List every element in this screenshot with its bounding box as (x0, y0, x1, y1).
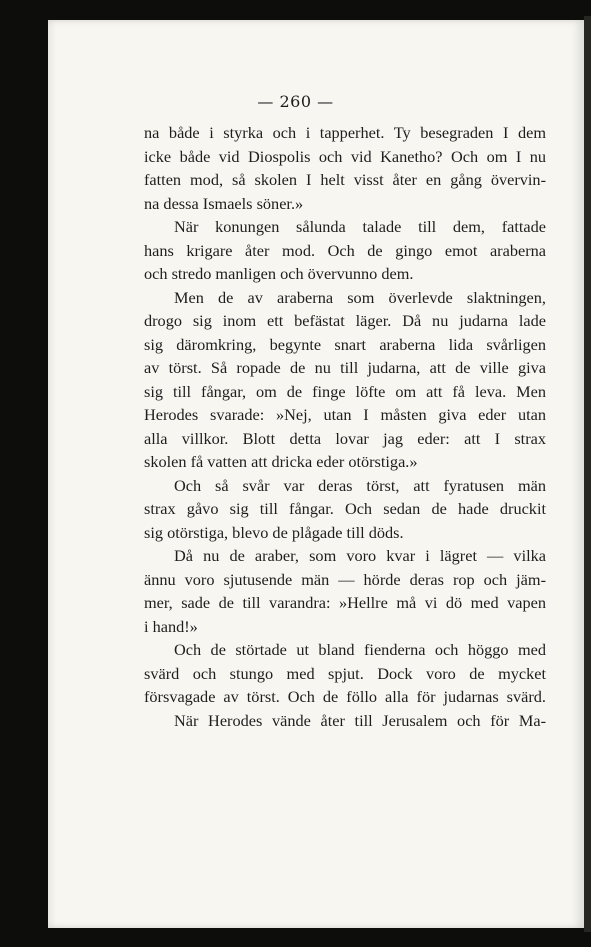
text-line: Och så svår var deras törst, att fyratusen män (174, 475, 546, 495)
text-line: försvagade av törst. Och de föllo alla för judarnas svärd. (144, 687, 546, 706)
text-line: icke både vid Diospolis och vid Kanetho? Och om I nu (144, 146, 546, 166)
text-line: strax gåvo sig till fångar. Och sedan de hade druckit (144, 499, 546, 518)
text-line: svärd och stungo med spjut. Dock voro de mycket (144, 663, 546, 683)
text-line: sig till fångar, om de finge löfte om att få leva. Men (144, 381, 546, 401)
text-line: alla villkor. Blott detta lovar jag eder: att I strax (144, 428, 546, 448)
text-line: na både i styrka och i tapperhet. Ty besegraden I dem (144, 123, 546, 142)
text-line: av törst. Så ropade de nu till judarna, att de ville giva (144, 358, 546, 377)
text-line: Men de av araberna som överlevde slaktningen, (174, 287, 546, 307)
text-line: Då nu de araber, som voro kvar i lägret — vilka (174, 546, 546, 565)
text-line: i hand!» (144, 616, 198, 636)
text-line: fatten mod, så skolen I helt visst åter en gång övervin- (144, 170, 546, 189)
text-line: sig otörstiga, blevo de plågade till döds. (144, 522, 404, 542)
text-line: mer, sade de till varandra: »Hellre må vi dö med vapen (144, 593, 546, 612)
text-line: När konungen sålunda talade till dem, fattade (174, 217, 546, 236)
body-text (144, 121, 546, 732)
text-line: skolen få vatten att dricka eder otörstiga.» (144, 452, 418, 471)
text-line: och stredo manligen och övervunno dem. (144, 264, 414, 283)
text-line: na dessa Ismaels söner.» (144, 193, 304, 213)
page-number-header: — 260 — (257, 92, 334, 111)
text-line: ännu voro sjutusende män — hörde deras rop och jäm- (144, 569, 546, 589)
text-line: Herodes svarade: »Nej, utan I måsten giva eder utan (144, 405, 546, 424)
text-line: Och de störtade ut bland fienderna och höggo med (174, 640, 546, 659)
text-line: sig däromkring, begynte snart araberna lida svårligen (144, 334, 546, 354)
page-edge-shadow (584, 16, 591, 932)
text-line: hans krigare åter mod. Och de gingo emot araberna (144, 240, 546, 260)
text-line: När Herodes vände åter till Jerusalem och för Ma- (174, 710, 546, 730)
text-line: drogo sig inom ett befästat läger. Då nu judarna lade (144, 311, 546, 330)
